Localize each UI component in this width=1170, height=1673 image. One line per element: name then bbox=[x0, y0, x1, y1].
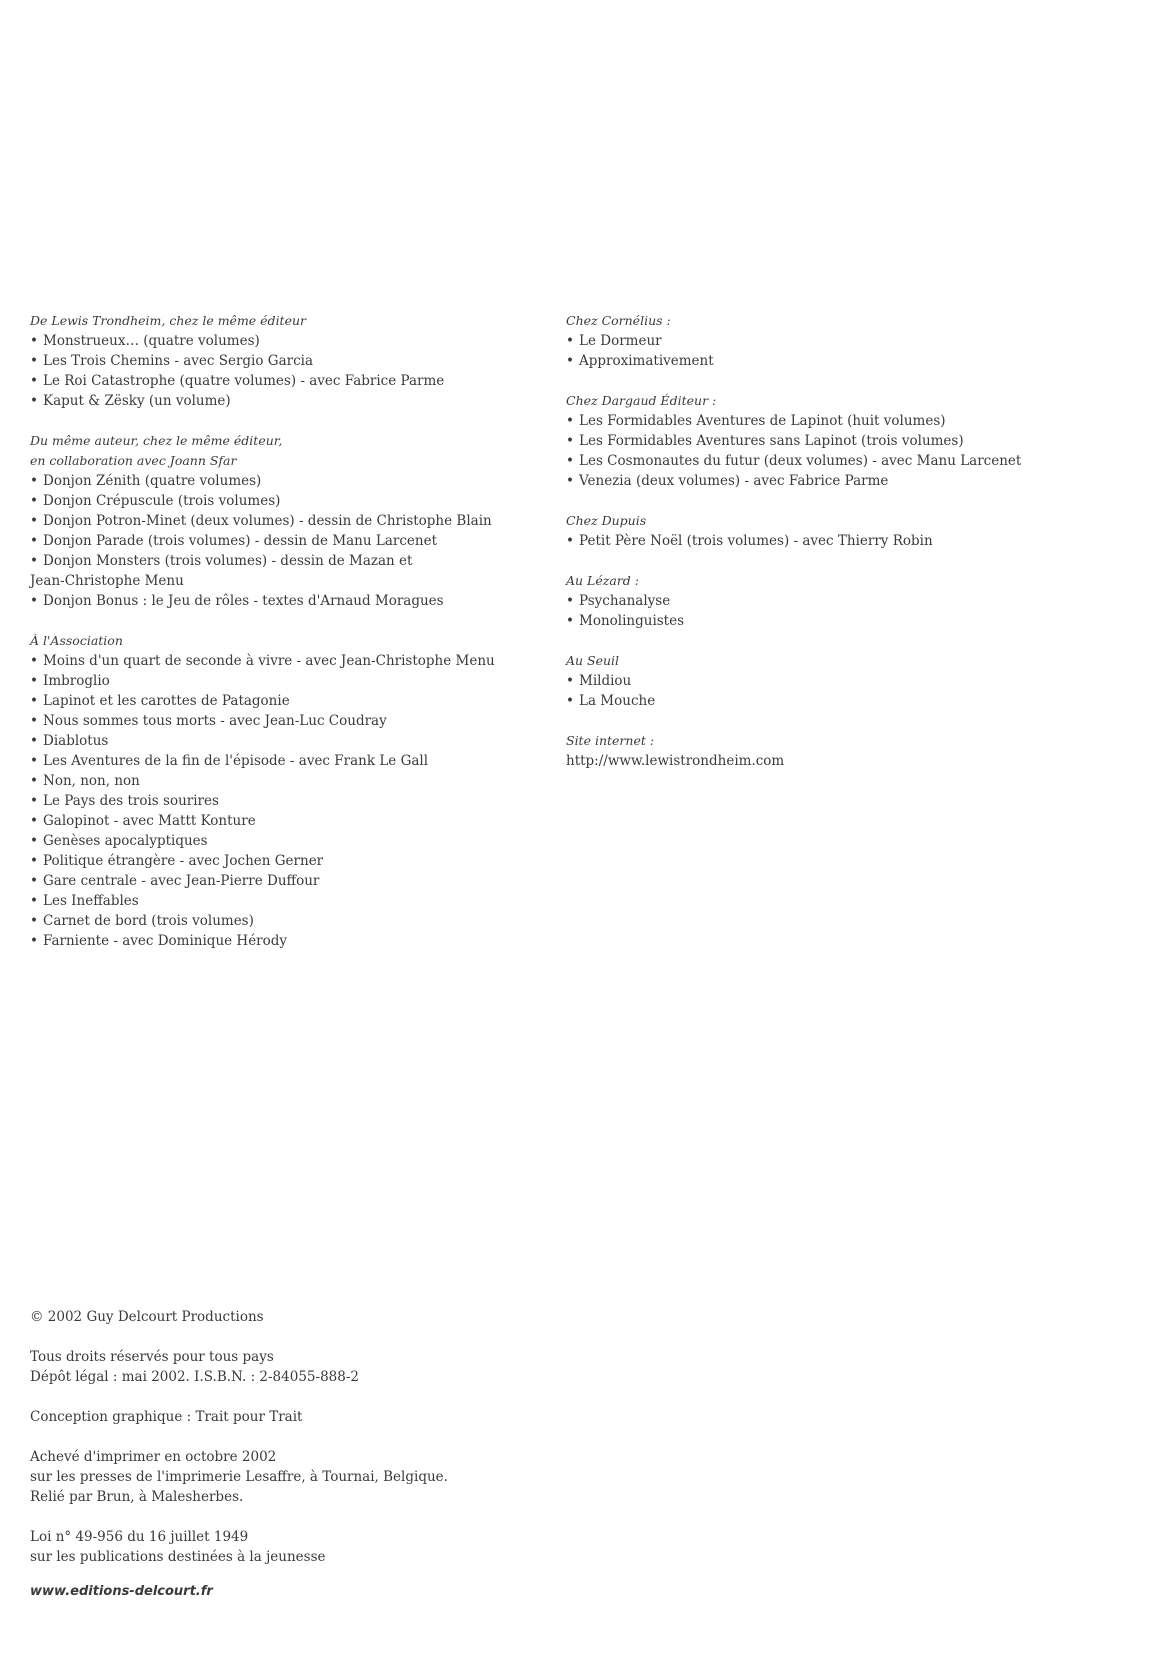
law-line: sur les publications destinées à la jeunesse bbox=[30, 1549, 326, 1565]
list-item: • Donjon Crépuscule (trois volumes) bbox=[30, 493, 281, 509]
list-item: • Donjon Zénith (quatre volumes) bbox=[30, 473, 262, 489]
printing-line: Achevé d'imprimer en octobre 2002 bbox=[30, 1449, 277, 1465]
list-item: • Donjon Potron-Minet (deux volumes) - dessin de Christophe Blain bbox=[30, 513, 492, 529]
section-cornelius bbox=[566, 311, 1106, 371]
list-item: • Non, non, non bbox=[30, 773, 140, 789]
list-item: • Kaput & Zësky (un volume) bbox=[30, 393, 231, 409]
list-item: • Les Formidables Aventures de Lapinot (huit volumes) bbox=[566, 413, 946, 429]
list-item: • Politique étrangère - avec Jochen Gerner bbox=[30, 853, 324, 869]
list-item: • Moins d'un quart de seconde à vivre - avec Jean-Christophe Menu bbox=[30, 653, 495, 669]
binding-line: Relié par Brun, à Malesherbes. bbox=[30, 1489, 244, 1505]
list-item: • Gare centrale - avec Jean-Pierre Duffour bbox=[30, 873, 320, 889]
legal-deposit-line: Dépôt légal : mai 2002. I.S.B.N. : 2-84055-888-2 bbox=[30, 1369, 359, 1385]
list-item: • Les Cosmonautes du futur (deux volumes) - avec Manu Larcenet bbox=[566, 453, 1022, 469]
list-item: • Monolinguistes bbox=[566, 613, 685, 629]
list-item: • Les Aventures de la fin de l'épisode - avec Frank Le Gall bbox=[30, 753, 429, 769]
section-dargaud bbox=[566, 391, 1106, 491]
list-item: • Donjon Monsters (trois volumes) - dessin de Mazan et bbox=[30, 553, 413, 569]
section-heading: Chez Dupuis bbox=[566, 513, 647, 528]
rights-line: Tous droits réservés pour tous pays bbox=[30, 1349, 274, 1365]
section-dupuis bbox=[566, 511, 1106, 551]
section-heading: Chez Dargaud Éditeur : bbox=[566, 393, 717, 408]
list-item: • Le Roi Catastrophe (quatre volumes) - avec Fabrice Parme bbox=[30, 373, 445, 389]
printing-line: sur les presses de l'imprimerie Lesaffre, à Tournai, Belgique. bbox=[30, 1469, 448, 1485]
list-item: • Galopinot - avec Mattt Konture bbox=[30, 813, 256, 829]
section-website bbox=[566, 731, 1106, 771]
list-item: • Carnet de bord (trois volumes) bbox=[30, 913, 254, 929]
left-column bbox=[30, 311, 530, 971]
list-item: • Les Trois Chemins - avec Sergio Garcia bbox=[30, 353, 313, 369]
list-item: • Les Ineffables bbox=[30, 893, 139, 909]
list-item: • Nous sommes tous morts - avec Jean-Luc Coudray bbox=[30, 713, 387, 729]
list-item: • Venezia (deux volumes) - avec Fabrice Parme bbox=[566, 473, 889, 489]
copyright-notice: © 2002 Guy Delcourt Productions bbox=[30, 1309, 264, 1325]
section-heading: Au Seuil bbox=[566, 653, 620, 668]
section-heading-line-2: en collaboration avec Joann Sfar bbox=[30, 453, 237, 468]
printing-block bbox=[30, 1447, 730, 1507]
design-credit: Conception graphique : Trait pour Trait bbox=[30, 1409, 303, 1425]
list-item-continuation: Jean-Christophe Menu bbox=[30, 573, 184, 589]
section-lezard bbox=[566, 571, 1106, 631]
section-association bbox=[30, 631, 530, 951]
section-heading: Au Lézard : bbox=[566, 573, 639, 588]
publisher-website-link[interactable]: www.editions-delcourt.fr bbox=[30, 1584, 213, 1599]
section-seuil bbox=[566, 651, 1106, 711]
list-item: • Le Pays des trois sourires bbox=[30, 793, 219, 809]
law-block bbox=[30, 1527, 730, 1567]
section-heading: Site internet : bbox=[566, 733, 655, 748]
list-item: • Farniente - avec Dominique Hérody bbox=[30, 933, 288, 949]
list-item: • Genèses apocalyptiques bbox=[30, 833, 208, 849]
list-item: • La Mouche bbox=[566, 693, 656, 709]
list-item: • Diablotus bbox=[30, 733, 109, 749]
section-heading: Du même auteur, chez le même éditeur, bbox=[30, 433, 283, 448]
right-column bbox=[566, 311, 1106, 791]
list-item: • Monstrueux… (quatre volumes) bbox=[30, 333, 260, 349]
list-item: • Donjon Parade (trois volumes) - dessin de Manu Larcenet bbox=[30, 533, 437, 549]
list-item: • Lapinot et les carottes de Patagonie bbox=[30, 693, 290, 709]
list-item: • Le Dormeur bbox=[566, 333, 662, 349]
list-item: • Donjon Bonus : le Jeu de rôles - textes d'Arnaud Moragues bbox=[30, 593, 444, 609]
author-website-link[interactable]: http://www.lewistrondheim.com bbox=[566, 753, 785, 769]
section-donjon bbox=[30, 431, 530, 611]
list-item: • Approximativement bbox=[566, 353, 714, 369]
section-heading: À l'Association bbox=[30, 633, 123, 648]
list-item: • Les Formidables Aventures sans Lapinot (trois volumes) bbox=[566, 433, 964, 449]
section-heading: De Lewis Trondheim, chez le même éditeur bbox=[30, 313, 307, 328]
list-item: • Psychanalyse bbox=[566, 593, 671, 609]
section-heading: Chez Cornélius : bbox=[566, 313, 671, 328]
list-item: • Mildiou bbox=[566, 673, 632, 689]
rights-block bbox=[30, 1347, 730, 1387]
section-same-publisher bbox=[30, 311, 530, 411]
law-line: Loi n° 49-956 du 16 juillet 1949 bbox=[30, 1529, 249, 1545]
colophon bbox=[30, 1307, 730, 1587]
list-item: • Imbroglio bbox=[30, 673, 110, 689]
list-item: • Petit Père Noël (trois volumes) - avec Thierry Robin bbox=[566, 533, 933, 549]
